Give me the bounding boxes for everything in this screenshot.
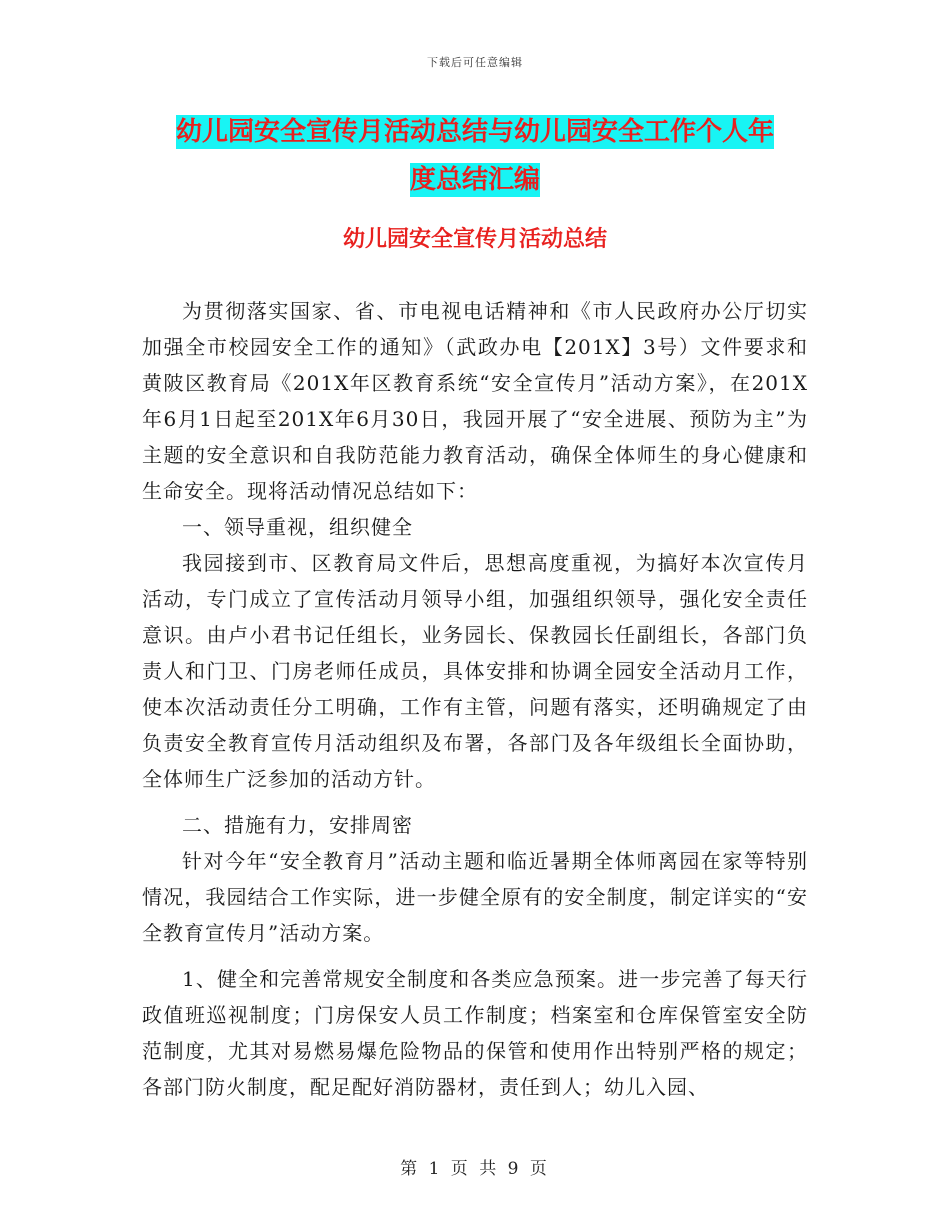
- document-title-line-2: 度总结汇编: [409, 165, 540, 195]
- heading-measures: 二、措施有力，安排周密: [182, 813, 413, 837]
- paragraph-item-1: 1、健全和完善常规安全制度和各类应急预案。进一步完善了每天行政值班巡视制度；门房保安人员工作制度；档案室和仓库保管室安全防范制度，尤其对易燃易爆危险物品的保管和使用作出特别严格的规定；各部门防火制度，配足配好消防器材，责任到人；幼儿入园、: [142, 967, 808, 1099]
- page-number: 第 1 页 共 9 页: [400, 1159, 550, 1179]
- document-title: [150, 108, 800, 204]
- paragraph-intro: 为贯彻落实国家、省、市电视电话精神和《市人民政府办公厅切实加强全市校园安全工作的通知》（武政办电【201X】3号）文件要求和黄陂区教育局《201X年区教育系统“安全宣传月”活动方案》，在201X年6月1日起至201X年6月30日，我园开展了“安全进展、预防为主”为主题的安全意识和自我防范能力教育活动，确保全体师生的身心健康和生命安全。现将活动情况总结如下：: [142, 299, 808, 503]
- document-title-line-1: 幼儿园安全宣传月活动总结与幼儿园安全工作个人年: [175, 117, 774, 147]
- section-title: 幼儿园安全宣传月活动总结: [342, 227, 607, 252]
- heading-leadership: 一、领导重视，组织健全: [182, 515, 413, 539]
- header-note: 下载后可任意编辑: [427, 56, 523, 69]
- body-text: [142, 293, 808, 1105]
- paragraph-leadership: 我园接到市、区教育局文件后，思想高度重视，为搞好本次宣传月活动，专门成立了宣传活动月领导小组，加强组织领导，强化安全责任意识。由卢小君书记任组长，业务园长、保教园长任副组长，各部门负责人和门卫、门房老师任成员，具体安排和协调全园安全活动月工作，使本次活动责任分工明确，工作有主管，问题有落实，还明确规定了由负责安全教育宣传月活动组织及布署，各部门及各年级组长全面协助，全体师生广泛参加的活动方针。: [142, 551, 808, 791]
- paragraph-measures: 针对今年“安全教育月”活动主题和临近暑期全体师离园在家等特别情况，我园结合工作实际，进一步健全原有的安全制度，制定详实的“安全教育宣传月”活动方案。: [142, 849, 808, 945]
